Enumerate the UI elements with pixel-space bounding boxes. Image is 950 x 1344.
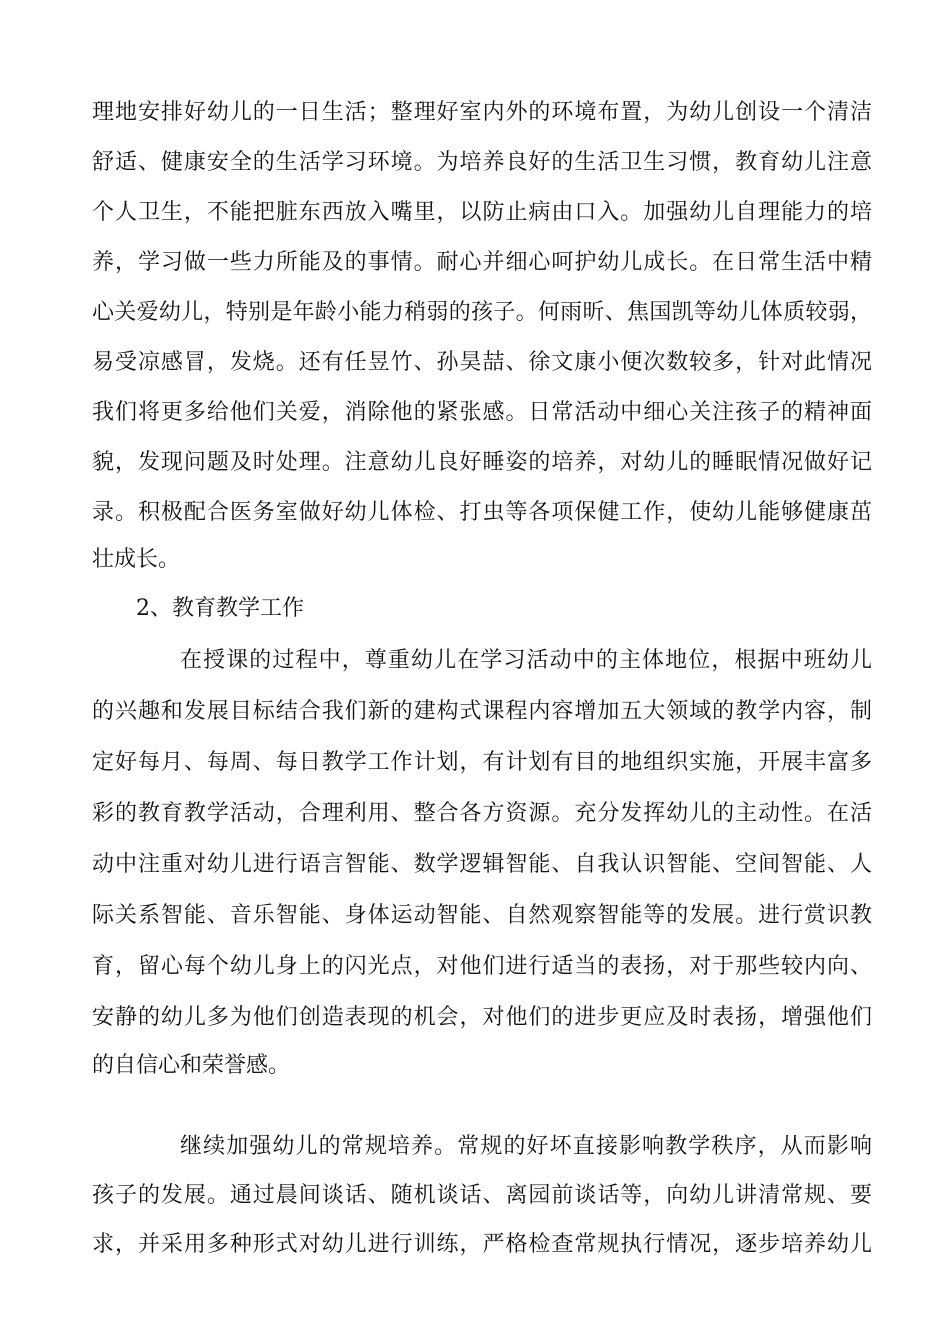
paragraph-first-line: 在授课的过程中，尊重幼儿在学习活动中的主体地位，根据中班幼儿 <box>180 648 872 673</box>
text-line: 求，并采用多种形式对幼儿进行训练，严格检查常规执行情况，逐步培养幼儿 <box>92 1232 872 1257</box>
text-line: 际关系智能、音乐智能、身体运动智能、自然观察智能等的发展。进行赏识教 <box>92 903 872 928</box>
text-line: 养，学习做一些力所能及的事情。耐心并细心呵护幼儿成长。在日常生活中精 <box>92 250 872 275</box>
paragraph-first-line: 继续加强幼儿的常规培养。常规的好坏直接影响教学秩序，从而影响 <box>180 1134 872 1159</box>
text-line: 育，留心每个幼儿身上的闪光点，对他们进行适当的表扬，对于那些较内向、 <box>92 954 872 979</box>
text-line: 彩的教育教学活动，合理利用、整合各方资源。充分发挥幼儿的主动性。在活 <box>92 801 872 826</box>
section-heading: 2、教育教学工作 <box>136 596 304 621</box>
text-line: 易受凉感冒，发烧。还有任昱竹、孙昊喆、徐文康小便次数较多，针对此情况 <box>92 350 872 375</box>
text-line: 定好每月、每周、每日教学工作计划，有计划有目的地组织实施，开展丰富多 <box>92 750 872 775</box>
text-line: 貌，发现问题及时处理。注意幼儿良好睡姿的培养，对幼儿的睡眠情况做好记 <box>92 450 872 475</box>
text-line: 的兴趣和发展目标结合我们新的建构式课程内容增加五大领域的教学内容，制 <box>92 699 872 724</box>
text-line: 心关爱幼儿，特别是年龄小能力稍弱的孩子。何雨昕、焦国凯等幼儿体质较弱， <box>92 300 872 325</box>
text-line: 个人卫生，不能把脏东西放入嘴里，以防止病由口入。加强幼儿自理能力的培 <box>92 200 872 225</box>
text-line: 动中注重对幼儿进行语言智能、数学逻辑智能、自我认识智能、空间智能、人 <box>92 852 872 877</box>
text-line: 孩子的发展。通过晨间谈话、随机谈话、离园前谈话等，向幼儿讲清常规、要 <box>92 1183 872 1208</box>
text-line: 录。积极配合医务室做好幼儿体检、打虫等各项保健工作，使幼儿能够健康茁 <box>92 500 872 525</box>
text-line: 壮成长。 <box>92 547 181 572</box>
text-line: 安静的幼儿多为他们创造表现的机会，对他们的进步更应及时表扬，增强他们 <box>92 1005 872 1030</box>
text-line: 理地安排好幼儿的一日生活；整理好室内外的环境布置，为幼儿创设一个清洁 <box>92 100 872 125</box>
text-line: 的自信心和荣誉感。 <box>92 1053 291 1078</box>
text-line: 舒适、健康安全的生活学习环境。为培养良好的生活卫生习惯，教育幼儿注意 <box>92 150 872 175</box>
text-line: 我们将更多给他们关爱，消除他的紧张感。日常活动中细心关注孩子的精神面 <box>92 400 872 425</box>
